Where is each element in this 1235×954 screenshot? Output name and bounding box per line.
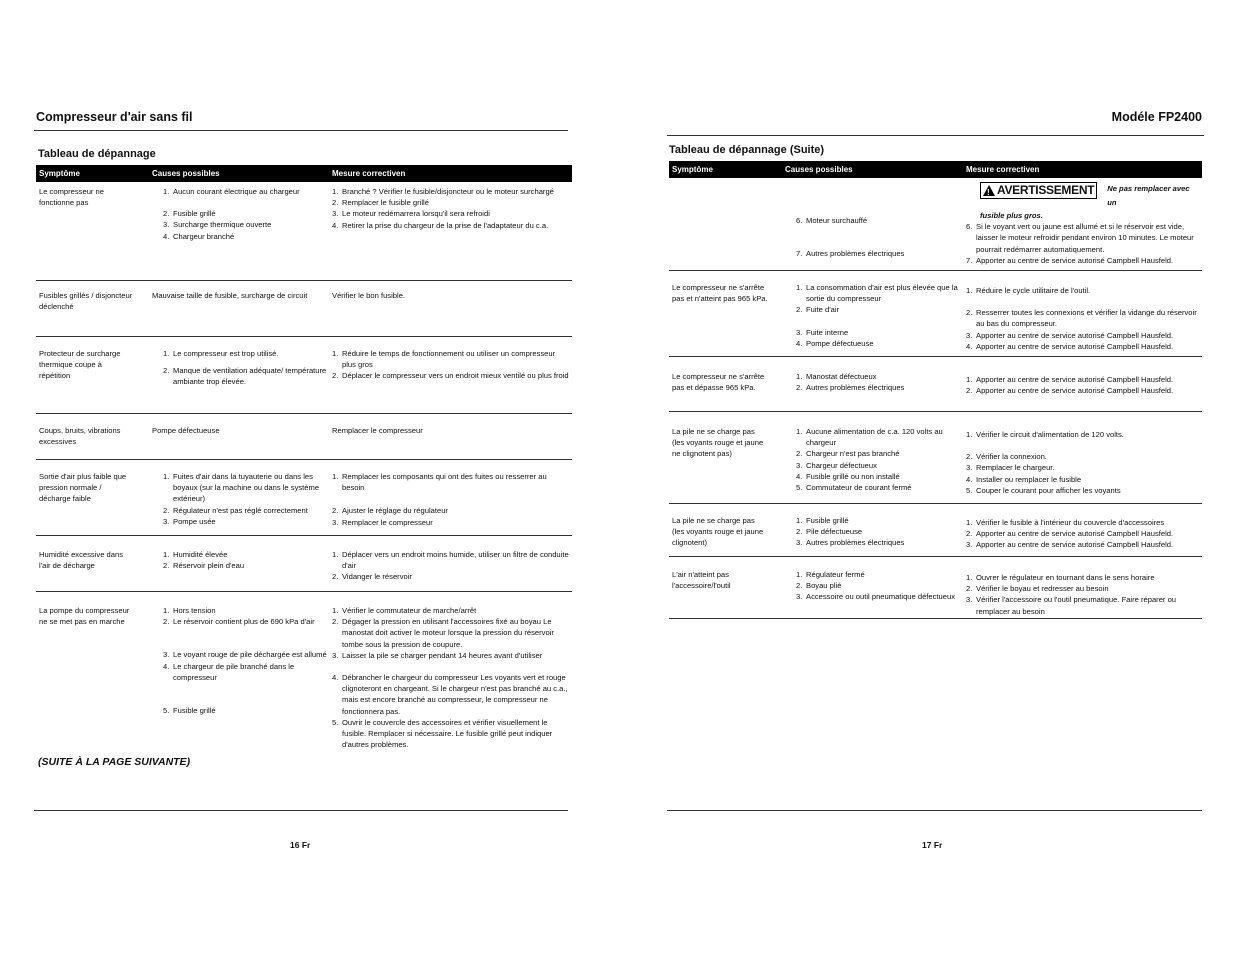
actions-list xyxy=(966,221,1200,266)
list-item: 2. Boyau plié xyxy=(796,581,842,591)
symptom-cell: Protecteur de surcharge thermique coupe à répétition xyxy=(39,349,121,381)
footer-rule xyxy=(34,810,568,811)
list-item: 1. Vérifier le commutateur de marche/arrêt xyxy=(332,606,477,615)
table-row xyxy=(36,536,572,592)
left-page xyxy=(34,0,572,954)
list-item: 2. Apporter au centre de service autorisé Campbell Hausfeld. xyxy=(966,529,1174,539)
causes-cell xyxy=(149,182,329,280)
list-item: 2. Resserrer toutes les connexions et vérifier la vidange du réservoir au bas du compresseur. xyxy=(966,308,1197,329)
list-item: 4. Chargeur branché xyxy=(163,231,235,241)
list-item: 4. Débrancher le chargeur du compresseur Les voyants vert et rouge clignoteront en chargeant. Si le chargeur n'est pas branché au c.a., mais est encore branché au compresseur, le compresseur ne fonctionnera pas. xyxy=(332,673,568,716)
header-actions: Mesure correctiven xyxy=(966,165,1040,174)
causes-cell xyxy=(149,460,329,535)
table-row xyxy=(669,504,1202,557)
symptom-cell: Humidité excessive dans l'air de décharge xyxy=(39,550,123,571)
list-item: 6. Moteur surchauffé xyxy=(796,216,868,225)
footer-rule xyxy=(667,810,1202,811)
header-symptom: Symptôme xyxy=(39,169,80,178)
right-page xyxy=(667,0,1204,954)
page-number: 16 Fr xyxy=(290,840,311,850)
table-row xyxy=(669,271,1202,357)
list-item: 1. Apporter au centre de service autorisé Campbell Hausfeld. xyxy=(966,375,1174,384)
list-item: 1. Régulateur fermé xyxy=(796,570,865,579)
list-item: 4. Installer ou remplacer le fusible xyxy=(966,474,1082,484)
warning-label: ! AVERTISSEMENT xyxy=(980,182,1097,199)
actions-cell xyxy=(963,178,1202,270)
causes-cell: Pompe défectueuse xyxy=(152,426,220,435)
list-item: 2. Autres problèmes électriques xyxy=(796,383,905,393)
list-item: 3. Surcharge thermique ouverte xyxy=(163,220,272,230)
causes-cell xyxy=(149,592,329,754)
list-item: 4. Fusible grillé ou non installé xyxy=(796,471,900,481)
list-item: 1. Manostat défectueux xyxy=(796,372,877,381)
table-row xyxy=(36,281,572,337)
list-item: 1. La consommation d'air est plus élevée que la sortie du compresseur xyxy=(796,283,958,304)
list-item: 2. Vérifier la connexion. xyxy=(966,452,1047,462)
list-item: 2. Déplacer le compresseur vers un endroit mieux ventilé ou plus froid xyxy=(332,371,569,381)
list-item: 1. Ouvrer le régulateur en tournant dans le sens horaire xyxy=(966,573,1155,582)
list-item: 2. Remplacer le fusible grillé xyxy=(332,198,429,208)
list-item: 7. Autres problèmes électriques xyxy=(796,249,905,259)
causes-cell xyxy=(782,557,963,618)
list-item: 2. Manque de ventilation adéquate/ température ambiante trop élevée. xyxy=(163,366,327,387)
list-item: 1. Vérifier le fusible à l'intérieur du couvercle d'accessoires xyxy=(966,518,1165,527)
list-item: 2. Chargeur n'est pas branché xyxy=(796,449,900,459)
list-item: 1. Le compresseur est trop utilisé. xyxy=(163,349,279,358)
list-item: 3. Fuite interne xyxy=(796,327,849,337)
symptom-cell: L'air n'atteint pas l'accessoire/l'outil xyxy=(672,570,731,591)
symptom-cell xyxy=(669,178,782,270)
list-item: 3. Le voyant rouge de pile déchargée est allumé xyxy=(163,650,327,660)
symptom-cell: La pompe du compresseur ne se met pas en marche xyxy=(39,606,130,627)
list-item: 2. Dégager la pression en utilisant l'accessoires fixé au boyau Le manostat doit activer le moteur lorsque la pression du réservoir tombe sous la pression de coupure. xyxy=(332,617,554,649)
symptom-cell: La pile ne se charge pas (les voyants rouge et jaune ne clignotent pas) xyxy=(672,427,764,459)
header-causes: Causes possibles xyxy=(152,169,220,178)
list-item: 2. Vérifier le boyau et redresser au besoin xyxy=(966,584,1109,594)
actions-cell xyxy=(329,460,572,535)
symptom-cell: Le compresseur ne s'arrête pas et dépasse 965 kPa. xyxy=(672,372,765,393)
list-item: 1. Réduire le temps de fonctionnement ou utiliser un compresseur plus gros xyxy=(332,349,556,370)
list-item: 2. Réservoir plein d'eau xyxy=(163,561,245,571)
table-row xyxy=(669,557,1202,619)
list-item: 7. Apporter au centre de service autorisé Campbell Hausfeld. xyxy=(966,255,1174,265)
list-item: 3. Le moteur redémarrera lorsqu'il sera refroidi xyxy=(332,209,490,219)
symptom-cell: Le compresseur ne s'arrête pas et n'atteint pas 965 kPa. xyxy=(672,283,768,304)
causes-cell xyxy=(782,357,963,411)
list-item: 6. Si le voyant vert ou jaune est allumé et si le réservoir est vide, laisser le moteur refroidir pendant environ 10 minutes. Le moteur pourrait redémarrer automatiquement. xyxy=(966,222,1194,254)
causes-cell xyxy=(782,178,963,270)
list-item: 2. Fuite d'air xyxy=(796,305,840,315)
list-item: 3. Apporter au centre de service autorisé Campbell Hausfeld. xyxy=(966,330,1174,340)
causes-cell xyxy=(782,412,963,503)
list-item: 3. Apporter au centre de service autorisé Campbell Hausfeld. xyxy=(966,540,1174,550)
list-item: 2. Vidanger le réservoir xyxy=(332,572,412,582)
list-item: 3. Autres problèmes électriques xyxy=(796,538,905,548)
list-item: 1. Hors tension xyxy=(163,606,216,615)
symptom-cell: Sortie d'air plus faible que pression normale / décharge faible xyxy=(39,472,127,504)
warning-note-continued: fusible plus gros. xyxy=(980,211,1043,220)
table-row xyxy=(36,182,572,281)
list-item: 5. Fusible grillé xyxy=(163,706,216,716)
model-title: Modéle FP2400 xyxy=(1111,110,1202,124)
page-number: 17 Fr xyxy=(922,840,943,850)
table-row xyxy=(669,412,1202,504)
list-item: 2. Régulateur n'est pas réglé correctement xyxy=(163,505,308,515)
continued-note: (SUITE À LA PAGE SUIVANTE) xyxy=(38,756,191,768)
header-symptom: Symptôme xyxy=(672,165,713,174)
list-item: 4. Le chargeur de pile branché dans le compresseur xyxy=(163,661,295,682)
header-rule xyxy=(34,130,568,131)
troubleshooting-table xyxy=(36,165,572,754)
causes-cell xyxy=(782,271,963,356)
list-item: 2. Le réservoir contient plus de 690 kPa d'air xyxy=(163,617,315,627)
header-causes: Causes possibles xyxy=(785,165,853,174)
table-header xyxy=(669,161,1202,178)
list-item: 1. Réduire le cycle utilitaire de l'outil. xyxy=(966,286,1091,295)
list-item: 1. Aucune alimentation de c.a. 120 volts au chargeur xyxy=(796,427,943,448)
causes-cell xyxy=(149,337,329,413)
actions-cell xyxy=(329,182,572,280)
list-item: 2. Fusible grillé xyxy=(163,209,216,219)
list-item: 4. Pompe défectueuse xyxy=(796,338,874,348)
table-row xyxy=(36,414,572,460)
section-title: Tableau de dépannage (Suite) xyxy=(669,144,825,156)
list-item: 5. Commutateur de courant fermé xyxy=(796,483,912,493)
warning-note: Ne pas remplacer avec un xyxy=(1107,184,1190,207)
list-item: 2. Ajuster le réglage du régulateur xyxy=(332,506,448,516)
actions-cell xyxy=(963,557,1202,618)
list-item: 1. Déplacer vers un endroit moins humide, utiliser un filtre de conduite d'air xyxy=(332,550,569,571)
symptom-cell: La pile ne se charge pas (les voyants rouge et jaune clignotent) xyxy=(672,516,764,548)
actions-cell xyxy=(329,592,572,754)
document-title: Compresseur d'air sans fil xyxy=(36,110,193,124)
symptom-cell: Le compresseur ne fonctionne pas xyxy=(39,187,105,208)
causes-cell: Mauvaise taille de fusible, surcharge de circuit xyxy=(152,291,308,300)
table-header xyxy=(36,165,572,182)
list-item: 5. Couper le courant pour afficher les voyants xyxy=(966,485,1121,495)
list-item: 3. Pompe usée xyxy=(163,516,216,526)
actions-cell xyxy=(329,337,572,413)
symptom-cell: Fusibles grillés / disjoncteur déclenché xyxy=(39,291,133,312)
list-item: 4. Apporter au centre de service autorisé Campbell Hausfeld. xyxy=(966,341,1174,351)
list-item: 3. Remplacer le compresseur xyxy=(332,517,433,527)
section-title: Tableau de dépannage xyxy=(38,148,156,160)
list-item: 1. Remplacer les composants qui ont des fuites ou resserrer au besoin xyxy=(332,472,547,493)
list-item: 2. Apporter au centre de service autorisé Campbell Hausfeld. xyxy=(966,386,1174,396)
header-actions: Mesure correctiven xyxy=(332,169,406,178)
list-item: 1. Aucun courant électrique au chargeur xyxy=(163,187,300,196)
list-item: 1. Fusible grillé xyxy=(796,516,849,525)
warning-banner xyxy=(980,182,1200,210)
header-rule xyxy=(667,135,1204,136)
actions-cell xyxy=(963,504,1202,556)
actions-cell: Remplacer le compresseur xyxy=(332,426,423,435)
actions-cell xyxy=(963,357,1202,411)
list-item: 1. Fuites d'air dans la tuyauterie ou dans les boyaux (sur la machine ou dans le système extérieur) xyxy=(163,472,320,504)
actions-cell: Vérifier le bon fusible. xyxy=(332,291,406,300)
list-item: 3. Chargeur défectueux xyxy=(796,460,877,470)
troubleshooting-table-continued xyxy=(669,161,1202,619)
table-row xyxy=(36,337,572,414)
list-item: 1. Humidité élevée xyxy=(163,550,228,559)
table-row xyxy=(669,357,1202,412)
list-item: 3. Remplacer le chargeur. xyxy=(966,463,1055,473)
causes-cell xyxy=(149,536,329,591)
causes-cell xyxy=(782,504,963,556)
list-item: 5. Ouvrir le couvercle des accessoires et vérifier visuellement le fusible. Remplacer si nécessaire. Le fusible grillé peut indiquer d'autres problèmes. xyxy=(332,717,553,750)
table-row xyxy=(36,592,572,754)
list-item: 2. Pile défectueuse xyxy=(796,527,863,537)
list-item: 4. Retirer la prise du chargeur de la prise de l'adaptateur du c.a. xyxy=(332,220,549,230)
list-item: 3. Vérifier l'accessoire ou l'outil pneumatique. Faire réparer ou remplacer au besoin xyxy=(966,595,1177,616)
list-item: 3. Accessoire ou outil pneumatique défectueux xyxy=(796,592,956,602)
actions-cell xyxy=(963,412,1202,503)
table-row xyxy=(669,178,1202,271)
actions-cell xyxy=(329,536,572,591)
list-item: 3. Laisser la pile se charger pendant 14 heures avant d'utiliser xyxy=(332,650,543,660)
list-item: 1. Vérifier le circuit d'alimentation de 120 volts. xyxy=(966,430,1124,439)
actions-cell xyxy=(963,271,1202,356)
symptom-cell: Coups, bruits, vibrations excessives xyxy=(39,426,121,447)
warning-triangle-icon: ! xyxy=(983,185,995,196)
list-item: 1. Branché ? Vérifier le fusible/disjoncteur ou le moteur surchargé xyxy=(332,187,554,196)
table-row xyxy=(36,460,572,536)
